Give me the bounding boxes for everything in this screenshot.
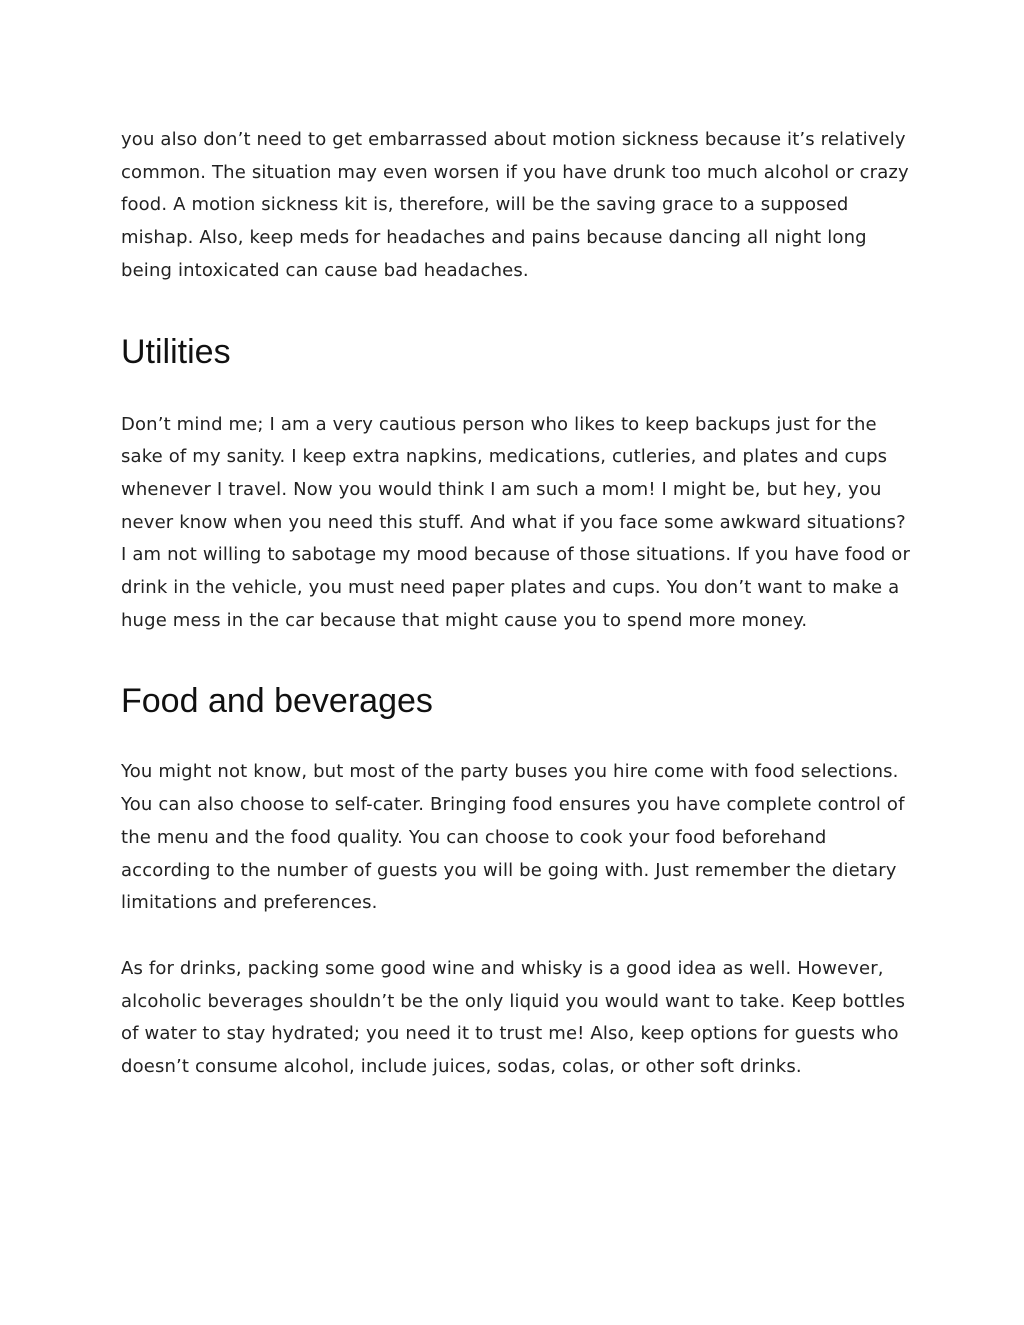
drinks-paragraph: As for drinks, packing some good wine and whisky is a good idea as well. However, alcoholic beverages shouldn’t be the only liquid you would want to take. Keep bottles of water to stay hydrated; you need it to trust me! Also, keep options for guests who doesn’t consume alcohol, include juices, sodas, colas, or other soft drinks.	[121, 957, 906, 1078]
section-heading-food-and-beverages: Food and beverages	[121, 682, 433, 721]
document-body	[121, 124, 911, 1084]
intro-paragraph: you also don’t need to get embarrassed about motion sickness because it’s relatively common. The situation may even worsen if you have drunk too much alcohol or crazy food. A motion sickness kit is, therefore, will be the saving grace to a supposed mishap. Also, keep meds for headaches and pains because dancing all night long being intoxicated can cause bad headaches.	[121, 129, 909, 281]
paragraph-spacer	[121, 920, 911, 953]
utilities-paragraph: Don’t mind me; I am a very cautious person who likes to keep backups just for the sake of my sanity. I keep extra napkins, medications, cutleries, and plates and cups whenever I travel. Now you would think I am such a mom! I might be, but hey, you never know when you need this stuff. And what if you face some awkward situations? I am not willing to sabotage my mood because of those situations. If you have food or drink in the vehicle, you must need paper plates and cups. You don’t want to make a huge mess in the car because that might cause you to spend more money.	[121, 413, 910, 631]
food-paragraph: You might not know, but most of the party buses you hire come with food selections. You can also choose to self-cater. Bringing food ensures you have complete control of the menu and the food quality. You can choose to cook your food beforehand according to the number of guests you will be going with. Just remember the dietary limitations and preferences.	[121, 761, 905, 914]
section-heading-utilities: Utilities	[121, 332, 231, 371]
